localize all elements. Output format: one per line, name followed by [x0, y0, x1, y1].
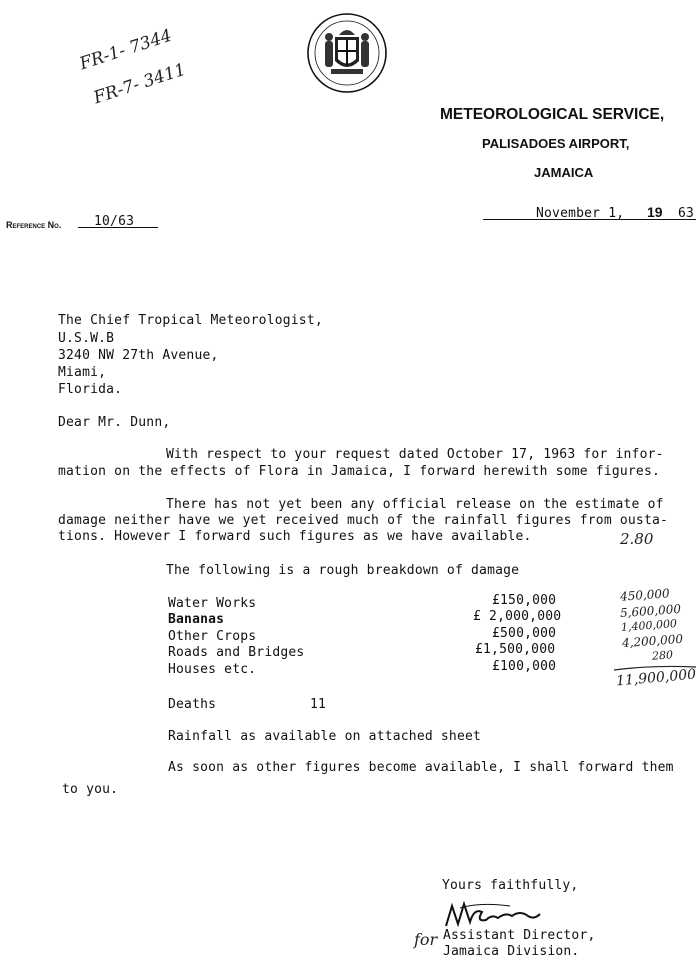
handwritten-file-number: FR-7- 3411	[91, 59, 189, 109]
damage-amount: £1,500,000	[475, 642, 556, 657]
rainfall-line: Rainfall as available on attached sheet	[168, 729, 482, 744]
damage-amount: £ 2,000,000	[473, 609, 562, 624]
damage-amount: £150,000	[492, 593, 557, 608]
handwritten-conversion: 1,400,000	[620, 617, 678, 634]
addressee-line: Miami,	[58, 365, 107, 380]
reference-number: 10/63	[94, 214, 135, 229]
paragraph-2-line: tions. However I forward such figures as we have available.	[58, 529, 532, 544]
handwritten-conversion: 4,200,000	[621, 631, 684, 651]
handwritten-margin-note: 2.80	[620, 530, 654, 548]
letter-date: November 1,	[536, 206, 625, 221]
letterhead-service-name: METEOROLOGICAL SERVICE,	[440, 106, 665, 123]
handwritten-conversion: 5,600,000	[619, 601, 682, 621]
paragraph-2-line: damage neither have we yet received much of the rainfall figures from oustа-	[58, 513, 669, 528]
breakdown-intro: The following is a rough breakdown of damage	[166, 563, 520, 578]
handwritten-file-number: FR-1- 7344	[77, 25, 175, 75]
date-year-prefix: 19	[647, 204, 663, 220]
letterhead-location: PALISADOES AIRPORT,	[482, 136, 630, 151]
damage-item: Other Crops	[168, 629, 257, 644]
date-year-suffix: 63	[678, 206, 695, 221]
paragraph-1-line: mation on the effects of Flora in Jamaica, I forward herewith some figures.	[58, 464, 660, 479]
handwritten-conversion: 450,000	[619, 586, 671, 604]
damage-amount: £500,000	[492, 626, 557, 641]
handwritten-total: 11,900,000	[615, 666, 697, 690]
deaths-label: Deaths	[168, 697, 217, 712]
reference-label: Reference No.	[6, 220, 62, 230]
jamaica-coat-of-arms-seal	[305, 7, 389, 99]
damage-item: Bananas	[168, 612, 225, 627]
damage-item: Water Works	[168, 596, 257, 611]
signoff: Yours faithfully,	[442, 878, 579, 893]
signatory-title: Assistant Director,	[443, 928, 596, 943]
signatory-division: Jamaica Division.	[443, 944, 580, 959]
addressee-line: Florida.	[58, 382, 123, 397]
damage-item: Houses etc.	[168, 662, 257, 677]
closing-line: As soon as other figures become available, I shall forward them	[168, 760, 674, 775]
addressee-line: The Chief Tropical Meteorologist,	[58, 313, 323, 328]
deaths-count: 11	[310, 697, 327, 712]
letterhead-country: JAMAICA	[534, 165, 594, 180]
addressee-line: U.S.W.B	[58, 331, 115, 346]
damage-item: Roads and Bridges	[168, 645, 305, 660]
addressee-line: 3240 NW 27th Avenue,	[58, 348, 219, 363]
salutation: Dear Mr. Dunn,	[58, 415, 171, 430]
paragraph-2-line: There has not yet been any official release on the estimate of	[166, 497, 664, 512]
closing-line: to you.	[62, 782, 119, 797]
paragraph-1-line: With respect to your request dated October 17, 1963 for infor-	[166, 447, 664, 462]
handwritten-signature	[440, 898, 550, 932]
signature-prefix: for	[414, 930, 438, 949]
handwritten-conversion: 280	[651, 648, 674, 663]
damage-amount: £100,000	[492, 659, 557, 674]
